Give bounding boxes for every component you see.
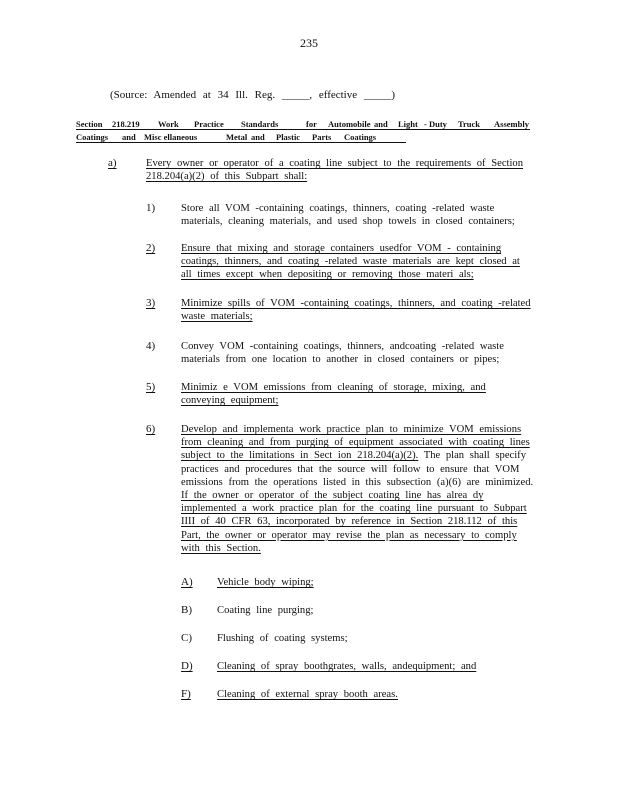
item-label: 5)	[146, 381, 156, 393]
header-word: Misc ellaneous	[144, 132, 198, 142]
header-word: Parts	[312, 132, 332, 142]
subitem-label: B)	[181, 604, 192, 616]
item-6-paragraph	[181, 423, 537, 555]
header-word: - Duty	[424, 119, 447, 129]
item-label: 1)	[146, 202, 156, 214]
header-word: Assembly	[494, 119, 529, 129]
subitem-label: D)	[181, 660, 193, 672]
header-word: and	[122, 132, 136, 142]
item-text: Minimiz e VOM emissions from cleaning of storage, mixing, and conveying equipment;	[181, 382, 486, 407]
header-underline	[76, 142, 406, 143]
subsection-text: Every owner or operator of a coating line subject to the requirements of Section 218.204(a)(2) of this Subpart shall:	[146, 158, 524, 183]
header-word: Automobile	[328, 119, 371, 129]
subsection-label: a)	[108, 157, 117, 169]
header-word: for	[306, 119, 317, 129]
header-word: Coatings	[344, 132, 377, 142]
item-label: 4)	[146, 340, 156, 352]
item-text: Ensure that mixing and storage containers usedfor VOM - containing coatings, thinners, and coating -related waste materials are kept closed at all times except when depositing or removing those materi als;	[181, 243, 520, 281]
subitem-label: A)	[181, 576, 193, 588]
item-text-underlined: Develop and implementa work practice plan to minimize VOM emissions from cleaning and from purging of equipment associated with coating lines subject to the limitations in Sect ion 218.204(a)(2).	[181, 424, 530, 462]
header-word: Plastic	[276, 132, 301, 142]
subitem-text: Vehicle body wiping;	[217, 577, 314, 588]
subitem-text: Coating line purging;	[217, 605, 314, 616]
item-label: 6)	[146, 423, 156, 435]
header-word: and	[374, 119, 388, 129]
header-word: Coatings	[76, 132, 109, 142]
header-word: Light	[398, 119, 418, 129]
header-word: Practice	[194, 119, 224, 129]
header-underline	[76, 129, 530, 130]
header-word: Standards	[241, 119, 279, 129]
header-word: Metal	[226, 132, 248, 142]
item-label: 2)	[146, 242, 156, 254]
source-note: (Source: Amended at 34 Ill. Reg. _____, effective _____)	[110, 89, 396, 101]
header-word: Work	[158, 119, 179, 129]
item-text: Store all VOM -containing coatings, thinners, coating -related waste materials, cleaning materials, and used shop towels in closed containers;	[181, 203, 515, 228]
header-word: 218.219	[112, 119, 140, 129]
subitem-text: Flushing of coating systems;	[217, 633, 348, 644]
header-word: Truck	[458, 119, 481, 129]
page-number: 235	[300, 36, 318, 50]
subitem-label: C)	[181, 632, 192, 644]
item-label: 3)	[146, 297, 156, 309]
item-text: Minimize spills of VOM -containing coatings, thinners, and coating -related waste materials;	[181, 298, 531, 323]
item-text-underlined: If the owner or operator of the subject coating line has alrea dy implemented a work practice plan for the coating line pursuant to Subpart IIII of 40 CFR 63, incorporated by reference in Section 218.112 of this Part, the owner or operator may revise the plan as necessary to comply with this Section.	[181, 490, 527, 554]
subitem-text: Cleaning of spray boothgrates, walls, andequipment; and	[217, 661, 477, 672]
item-text: The plan shall specify practices and procedures that the source will follow to ensure that VOM emissions from the operations listed in this subsection (a)(6) are minimized.	[181, 450, 534, 488]
item-text: Convey VOM -containing coatings, thinners, andcoating -related waste materials from one location to another in closed containers or pipes;	[181, 341, 504, 366]
header-word: and	[251, 132, 265, 142]
header-word: Section	[76, 119, 103, 129]
subitem-text: Cleaning of external spray booth areas.	[217, 689, 398, 700]
subitem-label: F)	[181, 688, 191, 700]
